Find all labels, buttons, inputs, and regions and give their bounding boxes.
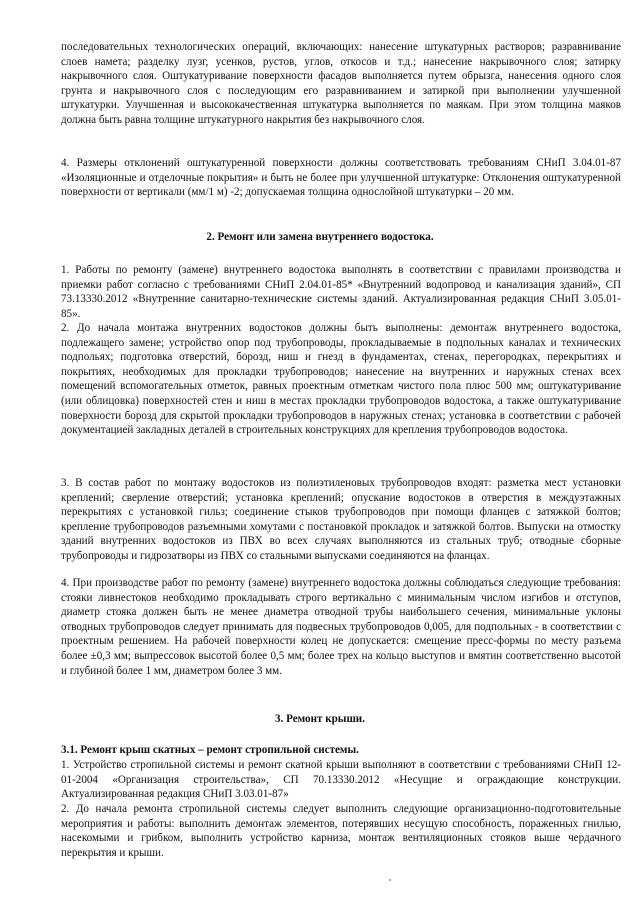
paragraph-roof-1: 1. Устройство стропильной системы и ремонт скатной крыши выполняют в соответствии с требованиями СНиП 12-01-2004 «Организация строительства», СП 70.13330.2012 «Несущие и ограждающие конструкции. Актуализированная редакция СНиП 3.03.01-87» — [61, 759, 621, 801]
subsection-heading-rafter-system: 3.1. Ремонт крыш скатных – ремонт стропильной системы. — [61, 744, 359, 756]
paragraph-plaster-operations: последовательных технологических операций, включающих: нанесение штукатурных растворов; разравнивание слоев намета; разделку лузг, усенков, рустов, углов, откосов и т.д.; нанесение накрывочного слоя; затирку накрывочного слоя. Оштукатуривание поверхности фасадов выполняется путем обрызга, нанесения одного слоя грунта и накрывочного слоя с последующим его разравниванием и затиркой при выполнении улучшенной штукатурки. Улучшенная и высококачественная штукатурка выполняется по маякам. При этом толщина маяков должна быть равна толщине штукатурного накрытия без накрывочного слоя. — [61, 41, 621, 126]
paragraph-drain-4: 4. При производстве работ по ремонту (замене) внутреннего водостока должны соблюдаться следующие требования: стояки ливнестоков необходимо прокладывать строго вертикально с минимальным числом изгибов и отступов, диаметр стояка должен быть не менее диаметра отводной трубы наибольшего сечения, минимальные уклоны отводных трубопроводов следует принимать для подвесных трубопроводов 0,005, для подпольных - в соответствии с проектным решением. На рабочей поверхности колец не допускается: смещение пресс-формы по месту разъема более ±0,3 мм; выпрессовок высотой более 0,5 мм; более трех на кольцо выступов и вмятин соответственно высотой и глубиной более 1 мм, диаметром более 3 мм. — [61, 577, 621, 677]
paragraph-drain-2: 2. До начала монтажа внутренних водостоков должны быть выполнены: демонтаж внутреннего водостока, подлежащего замене; устройство опор под трубопроводы, прокладываемые в подпольных каналах и технических подпольях; подготовка отверстий, борозд, ниш и гнезд в фундаментах, стенах, перегородках, перекрытиях и покрытиях, необходимых для прокладки трубопроводов; нанесение на внутренних и наружных стенах всех помещений вспомогательных отметок, равных проектным отметкам чистого пола плюс 500 мм; оштукатуривание (или облицовка) поверхностей стен и ниш в местах прокладки трубопроводов водостока, а также оштукатуривание поверхности борозд для скрытой прокладки трубопроводов в наружных стенах; установка в соответствии с рабочей документацией закладных деталей в строительных конструкциях для крепления трубопроводов водостока. — [61, 322, 621, 437]
paragraph-plaster-tolerances: 4. Размеры отклонений оштукатуренной поверхности должны соответствовать требованиям СНиП 3.04.01-87 «Изоляционные и отделочные покрытия» и быть не более при улучшенной штукатурке: Отклонения оштукатуренной поверхности от вертикали (мм/1 м) -2; допускаемая толщина однослойной штукатурки – 20 мм. — [61, 157, 621, 199]
paragraph-drain-3: 3. В состав работ по монтажу водостоков из полиэтиленовых трубопроводов входят: разметка мест установки креплений; сверление отверстий; установка креплений; опускание водостоков в отверстия в междуэтажных перекрытиях с установкой гильз; соединение стыков трубопроводов при помощи фланцев с затяжкой болтов; крепление трубопроводов разъемными хомутами с постановкой прокладок и затяжкой болтов. Выпуски на отмостку зданий внутренних водостоков из ПВХ во всех случаях выполняются из стальных труб; отводные сборные трубопроводы и гидрозатворы из ПВХ со стальными выпусками соединяются на фланцах. — [61, 477, 621, 562]
paragraph-drain-1: 1. Работы по ремонту (замене) внутреннего водостока выполнять в соответствии с правилами производства и приемки работ согласно с требованиями СНиП 2.04.01-85* «Внутренний водопровод и канализация зданий», СП 73.13330.2012 «Внутренние санитарно-технические системы зданий. Актуализированная редакция СНиП 3.05.01-85». — [61, 264, 621, 320]
section-heading-roof-repair: 3. Ремонт крыши. — [275, 713, 365, 725]
section-heading-internal-drain: 2. Ремонт или замена внутреннего водостока. — [206, 231, 434, 243]
paragraph-roof-2: 2. До начала ремонта стропильной системы следует выполнить следующие организационно-подготовительные мероприятия и работы: выполнить демонтаж элементов, потерявших несущую способность, пораженных гнилью, насекомыми и грибком, выполнить устройство карниза, монтаж вентиляционных стояков выше чердачного перекрытия и крыши. — [61, 803, 621, 859]
scan-speck — [389, 879, 391, 881]
